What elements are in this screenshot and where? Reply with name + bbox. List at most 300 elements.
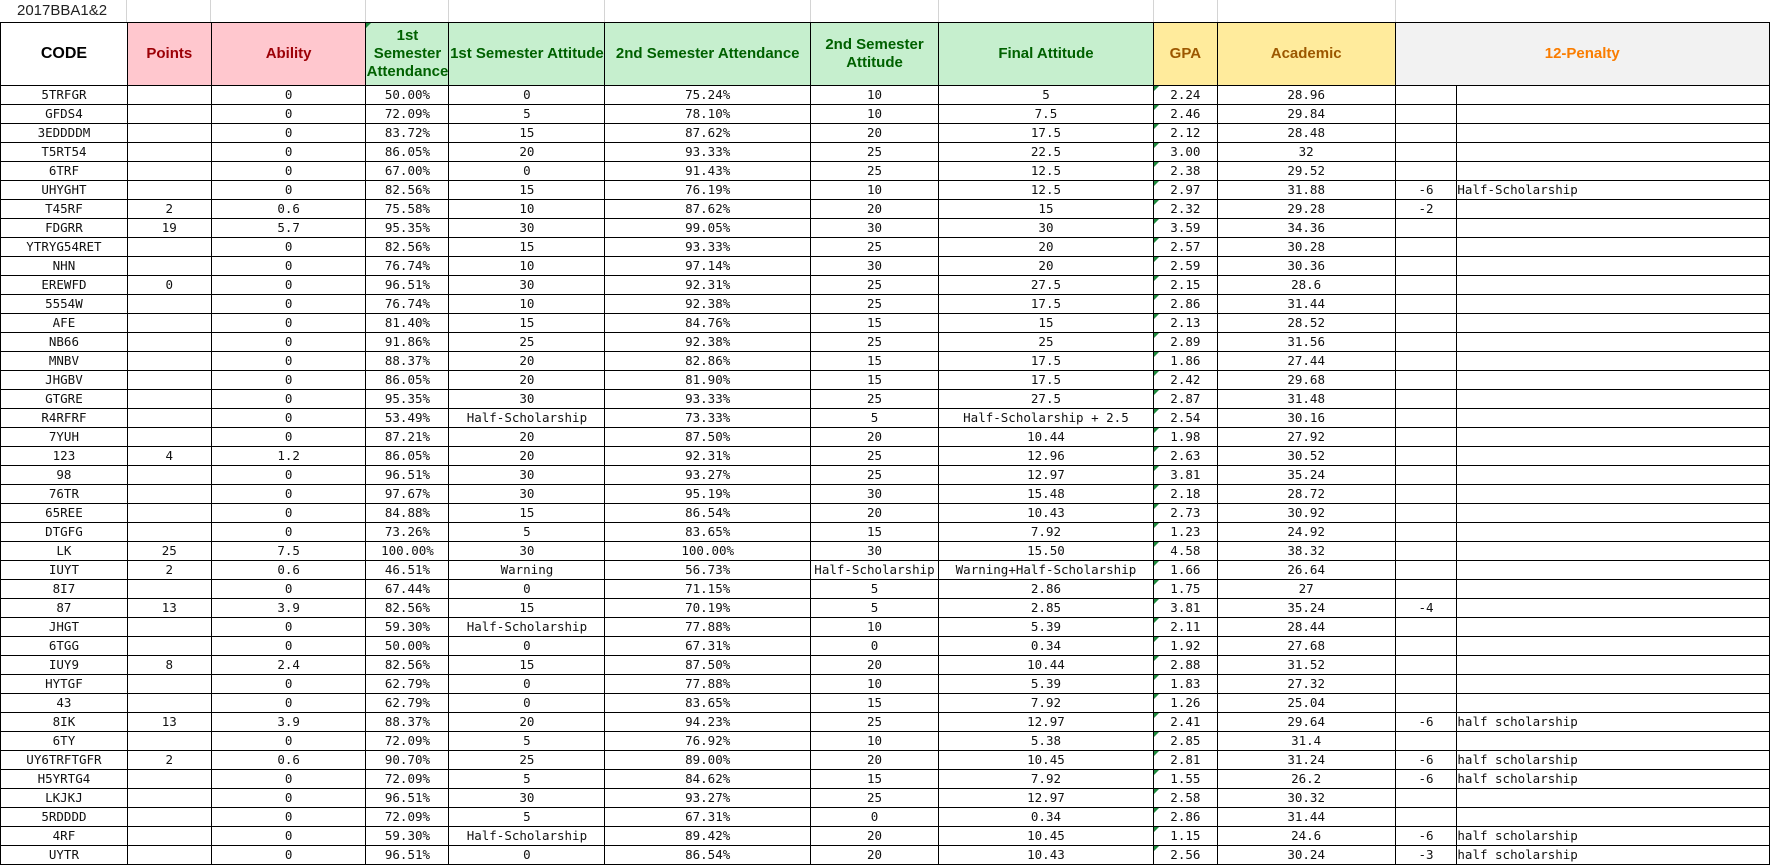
cell-penalty[interactable] bbox=[1395, 466, 1457, 485]
cell-1st-semester-attitude[interactable]: 5 bbox=[449, 523, 605, 542]
cell-final-attitude[interactable]: 7.92 bbox=[939, 770, 1154, 789]
cell-penalty[interactable]: -2 bbox=[1395, 200, 1457, 219]
cell-1st-semester-attendance[interactable]: 88.37% bbox=[366, 352, 449, 371]
cell-points[interactable] bbox=[127, 618, 211, 637]
cell-gpa[interactable]: 1.15 bbox=[1153, 827, 1217, 846]
cell-final-attitude[interactable]: 12.5 bbox=[939, 181, 1154, 200]
cell-2nd-semester-attitude[interactable]: 25 bbox=[811, 713, 939, 732]
cell-final-attitude[interactable]: 2.85 bbox=[939, 599, 1154, 618]
cell-1st-semester-attitude[interactable]: 10 bbox=[449, 257, 605, 276]
cell-points[interactable] bbox=[127, 504, 211, 523]
cell-code[interactable]: UY6TRFTGFR bbox=[1, 751, 128, 770]
cell-2nd-semester-attitude[interactable]: 15 bbox=[811, 523, 939, 542]
cell-academic[interactable]: 29.52 bbox=[1217, 162, 1395, 181]
cell-1st-semester-attendance[interactable]: 82.56% bbox=[366, 599, 449, 618]
cell-2nd-semester-attendance[interactable]: 84.62% bbox=[605, 770, 811, 789]
cell-penalty[interactable] bbox=[1395, 656, 1457, 675]
cell-academic[interactable]: 30.36 bbox=[1217, 257, 1395, 276]
cell-1st-semester-attendance[interactable]: 76.74% bbox=[366, 295, 449, 314]
cell-1st-semester-attitude[interactable]: 20 bbox=[449, 371, 605, 390]
cell-academic[interactable]: 29.64 bbox=[1217, 713, 1395, 732]
cell-ability[interactable]: 0 bbox=[211, 371, 366, 390]
cell-academic[interactable]: 31.4 bbox=[1217, 732, 1395, 751]
cell-points[interactable] bbox=[127, 352, 211, 371]
cell-code[interactable]: T5RT54 bbox=[1, 143, 128, 162]
cell-2nd-semester-attendance[interactable]: 93.33% bbox=[605, 143, 811, 162]
cell-code[interactable]: 98 bbox=[1, 466, 128, 485]
cell-2nd-semester-attitude[interactable]: 10 bbox=[811, 105, 939, 124]
cell-ability[interactable]: 0 bbox=[211, 276, 366, 295]
cell-final-attitude[interactable]: Half-Scholarship + 2.5 bbox=[939, 409, 1154, 428]
cell-ability[interactable]: 0 bbox=[211, 732, 366, 751]
cell-penalty[interactable] bbox=[1395, 732, 1457, 751]
cell-gpa[interactable]: 3.59 bbox=[1153, 219, 1217, 238]
cell-1st-semester-attitude[interactable]: 15 bbox=[449, 504, 605, 523]
cell-gpa[interactable]: 2.97 bbox=[1153, 181, 1217, 200]
cell-final-attitude[interactable]: 27.5 bbox=[939, 390, 1154, 409]
cell-1st-semester-attitude[interactable]: 20 bbox=[449, 143, 605, 162]
cell-note[interactable] bbox=[1457, 371, 1770, 390]
cell-ability[interactable]: 0 bbox=[211, 675, 366, 694]
cell-2nd-semester-attitude[interactable]: 10 bbox=[811, 732, 939, 751]
cell-gpa[interactable]: 2.57 bbox=[1153, 238, 1217, 257]
cell-ability[interactable]: 0 bbox=[211, 770, 366, 789]
cell-1st-semester-attendance[interactable]: 95.35% bbox=[366, 390, 449, 409]
cell-ability[interactable]: 0 bbox=[211, 333, 366, 352]
cell-final-attitude[interactable]: 12.97 bbox=[939, 789, 1154, 808]
cell-note[interactable] bbox=[1457, 656, 1770, 675]
cell-2nd-semester-attitude[interactable]: 30 bbox=[811, 219, 939, 238]
cell-note[interactable] bbox=[1457, 314, 1770, 333]
cell-penalty[interactable]: -6 bbox=[1395, 770, 1457, 789]
cell-code[interactable]: MNBV bbox=[1, 352, 128, 371]
cell-ability[interactable]: 2.4 bbox=[211, 656, 366, 675]
cell-code[interactable]: AFE bbox=[1, 314, 128, 333]
cell-note[interactable]: half scholarship bbox=[1457, 770, 1770, 789]
cell-2nd-semester-attendance[interactable]: 93.27% bbox=[605, 789, 811, 808]
cell-1st-semester-attendance[interactable]: 83.72% bbox=[366, 124, 449, 143]
cell-ability[interactable]: 0.6 bbox=[211, 561, 366, 580]
cell-note[interactable] bbox=[1457, 200, 1770, 219]
cell-code[interactable]: H5YRTG4 bbox=[1, 770, 128, 789]
cell-2nd-semester-attitude[interactable]: 10 bbox=[811, 181, 939, 200]
cell-points[interactable] bbox=[127, 694, 211, 713]
cell-2nd-semester-attendance[interactable]: 93.27% bbox=[605, 466, 811, 485]
cell-2nd-semester-attendance[interactable]: 89.42% bbox=[605, 827, 811, 846]
cell-penalty[interactable] bbox=[1395, 580, 1457, 599]
cell-penalty[interactable] bbox=[1395, 789, 1457, 808]
cell-2nd-semester-attitude[interactable]: 15 bbox=[811, 371, 939, 390]
cell-final-attitude[interactable]: 15 bbox=[939, 200, 1154, 219]
cell-points[interactable] bbox=[127, 257, 211, 276]
cell-2nd-semester-attitude[interactable]: 15 bbox=[811, 770, 939, 789]
cell-points[interactable] bbox=[127, 770, 211, 789]
cell-1st-semester-attendance[interactable]: 86.05% bbox=[366, 371, 449, 390]
cell-academic[interactable]: 35.24 bbox=[1217, 466, 1395, 485]
cell-points[interactable] bbox=[127, 238, 211, 257]
cell-penalty[interactable] bbox=[1395, 694, 1457, 713]
cell-gpa[interactable]: 2.24 bbox=[1153, 86, 1217, 105]
cell-ability[interactable]: 0 bbox=[211, 295, 366, 314]
cell-gpa[interactable]: 2.15 bbox=[1153, 276, 1217, 295]
cell-2nd-semester-attitude[interactable]: 5 bbox=[811, 599, 939, 618]
cell-gpa[interactable]: 2.46 bbox=[1153, 105, 1217, 124]
cell-2nd-semester-attendance[interactable]: 75.24% bbox=[605, 86, 811, 105]
cell-gpa[interactable]: 2.54 bbox=[1153, 409, 1217, 428]
cell-2nd-semester-attitude[interactable]: 0 bbox=[811, 637, 939, 656]
cell-2nd-semester-attitude[interactable]: 15 bbox=[811, 314, 939, 333]
cell-penalty[interactable] bbox=[1395, 124, 1457, 143]
cell-1st-semester-attitude[interactable]: 15 bbox=[449, 656, 605, 675]
cell-1st-semester-attendance[interactable]: 46.51% bbox=[366, 561, 449, 580]
cell-penalty[interactable] bbox=[1395, 542, 1457, 561]
cell-2nd-semester-attendance[interactable]: 92.38% bbox=[605, 333, 811, 352]
cell-gpa[interactable]: 4.58 bbox=[1153, 542, 1217, 561]
cell-points[interactable] bbox=[127, 485, 211, 504]
cell-final-attitude[interactable]: 5.38 bbox=[939, 732, 1154, 751]
cell-2nd-semester-attendance[interactable]: 77.88% bbox=[605, 675, 811, 694]
cell-gpa[interactable]: 1.75 bbox=[1153, 580, 1217, 599]
cell-2nd-semester-attendance[interactable]: 87.62% bbox=[605, 124, 811, 143]
cell-points[interactable] bbox=[127, 86, 211, 105]
cell-1st-semester-attendance[interactable]: 62.79% bbox=[366, 694, 449, 713]
cell-2nd-semester-attendance[interactable]: 99.05% bbox=[605, 219, 811, 238]
cell-note[interactable] bbox=[1457, 675, 1770, 694]
cell-code[interactable]: 43 bbox=[1, 694, 128, 713]
cell-2nd-semester-attitude[interactable]: 20 bbox=[811, 504, 939, 523]
cell-academic[interactable]: 30.32 bbox=[1217, 789, 1395, 808]
cell-2nd-semester-attitude[interactable]: Half-Scholarship bbox=[811, 561, 939, 580]
cell-code[interactable]: NB66 bbox=[1, 333, 128, 352]
cell-2nd-semester-attitude[interactable]: 10 bbox=[811, 675, 939, 694]
cell-1st-semester-attitude[interactable]: 30 bbox=[449, 390, 605, 409]
cell-points[interactable] bbox=[127, 732, 211, 751]
cell-final-attitude[interactable]: 20 bbox=[939, 257, 1154, 276]
cell-ability[interactable]: 0 bbox=[211, 523, 366, 542]
cell-points[interactable] bbox=[127, 162, 211, 181]
cell-penalty[interactable] bbox=[1395, 428, 1457, 447]
cell-gpa[interactable]: 2.13 bbox=[1153, 314, 1217, 333]
cell-1st-semester-attendance[interactable]: 91.86% bbox=[366, 333, 449, 352]
cell-2nd-semester-attendance[interactable]: 100.00% bbox=[605, 542, 811, 561]
cell-ability[interactable]: 0 bbox=[211, 694, 366, 713]
cell-code[interactable]: UHYGHT bbox=[1, 181, 128, 200]
cell-note[interactable] bbox=[1457, 124, 1770, 143]
cell-points[interactable] bbox=[127, 466, 211, 485]
cell-academic[interactable]: 31.44 bbox=[1217, 295, 1395, 314]
cell-gpa[interactable]: 2.87 bbox=[1153, 390, 1217, 409]
cell-academic[interactable]: 31.44 bbox=[1217, 808, 1395, 827]
cell-academic[interactable]: 31.88 bbox=[1217, 181, 1395, 200]
cell-2nd-semester-attendance[interactable]: 73.33% bbox=[605, 409, 811, 428]
cell-2nd-semester-attitude[interactable]: 0 bbox=[811, 808, 939, 827]
cell-1st-semester-attendance[interactable]: 75.58% bbox=[366, 200, 449, 219]
cell-code[interactable]: DTGFG bbox=[1, 523, 128, 542]
cell-2nd-semester-attendance[interactable]: 89.00% bbox=[605, 751, 811, 770]
cell-code[interactable]: 65REE bbox=[1, 504, 128, 523]
cell-note[interactable]: half scholarship bbox=[1457, 713, 1770, 732]
cell-1st-semester-attendance[interactable]: 84.88% bbox=[366, 504, 449, 523]
cell-note[interactable] bbox=[1457, 428, 1770, 447]
cell-academic[interactable]: 28.6 bbox=[1217, 276, 1395, 295]
cell-final-attitude[interactable]: 0.34 bbox=[939, 637, 1154, 656]
header-gpa[interactable]: GPA bbox=[1153, 23, 1217, 86]
cell-1st-semester-attitude[interactable]: Half-Scholarship bbox=[449, 618, 605, 637]
sheet-title-row[interactable] bbox=[0, 0, 1770, 23]
cell-final-attitude[interactable]: 15.48 bbox=[939, 485, 1154, 504]
cell-final-attitude[interactable]: 10.43 bbox=[939, 504, 1154, 523]
cell-1st-semester-attendance[interactable]: 72.09% bbox=[366, 808, 449, 827]
cell-note[interactable] bbox=[1457, 409, 1770, 428]
cell-2nd-semester-attendance[interactable]: 70.19% bbox=[605, 599, 811, 618]
cell-ability[interactable]: 0 bbox=[211, 238, 366, 257]
cell-academic[interactable]: 28.72 bbox=[1217, 485, 1395, 504]
cell-code[interactable]: LK bbox=[1, 542, 128, 561]
cell-academic[interactable]: 29.84 bbox=[1217, 105, 1395, 124]
cell-ability[interactable]: 0.6 bbox=[211, 751, 366, 770]
cell-academic[interactable]: 30.28 bbox=[1217, 238, 1395, 257]
cell-academic[interactable]: 31.24 bbox=[1217, 751, 1395, 770]
cell-2nd-semester-attitude[interactable]: 30 bbox=[811, 485, 939, 504]
cell-2nd-semester-attendance[interactable]: 97.14% bbox=[605, 257, 811, 276]
cell-gpa[interactable]: 2.12 bbox=[1153, 124, 1217, 143]
cell-1st-semester-attitude[interactable]: 25 bbox=[449, 751, 605, 770]
cell-code[interactable]: 4RF bbox=[1, 827, 128, 846]
cell-academic[interactable]: 28.96 bbox=[1217, 86, 1395, 105]
cell-2nd-semester-attitude[interactable]: 25 bbox=[811, 333, 939, 352]
cell-penalty[interactable] bbox=[1395, 143, 1457, 162]
cell-penalty[interactable] bbox=[1395, 637, 1457, 656]
cell-note[interactable]: half scholarship bbox=[1457, 827, 1770, 846]
cell-note[interactable] bbox=[1457, 162, 1770, 181]
cell-1st-semester-attitude[interactable]: 15 bbox=[449, 181, 605, 200]
cell-code[interactable]: 3EDDDDM bbox=[1, 124, 128, 143]
cell-2nd-semester-attitude[interactable]: 20 bbox=[811, 827, 939, 846]
cell-gpa[interactable]: 3.81 bbox=[1153, 599, 1217, 618]
cell-penalty[interactable] bbox=[1395, 219, 1457, 238]
cell-points[interactable] bbox=[127, 181, 211, 200]
cell-1st-semester-attitude[interactable]: Warning bbox=[449, 561, 605, 580]
cell-1st-semester-attendance[interactable]: 67.00% bbox=[366, 162, 449, 181]
cell-gpa[interactable]: 1.86 bbox=[1153, 352, 1217, 371]
cell-2nd-semester-attendance[interactable]: 67.31% bbox=[605, 808, 811, 827]
cell-ability[interactable]: 0 bbox=[211, 162, 366, 181]
cell-note[interactable] bbox=[1457, 447, 1770, 466]
cell-points[interactable]: 8 bbox=[127, 656, 211, 675]
cell-academic[interactable]: 27.44 bbox=[1217, 352, 1395, 371]
cell-ability[interactable]: 0 bbox=[211, 504, 366, 523]
cell-1st-semester-attendance[interactable]: 76.74% bbox=[366, 257, 449, 276]
cell-points[interactable] bbox=[127, 846, 211, 865]
cell-final-attitude[interactable]: 15.50 bbox=[939, 542, 1154, 561]
cell-ability[interactable]: 0 bbox=[211, 789, 366, 808]
cell-1st-semester-attendance[interactable]: 72.09% bbox=[366, 770, 449, 789]
header-1st-semester-attendance[interactable]: 1st Semester Attendance bbox=[366, 23, 449, 86]
cell-ability[interactable]: 0 bbox=[211, 143, 366, 162]
cell-academic[interactable]: 25.04 bbox=[1217, 694, 1395, 713]
cell-1st-semester-attitude[interactable]: 30 bbox=[449, 276, 605, 295]
cell-note[interactable] bbox=[1457, 238, 1770, 257]
cell-ability[interactable]: 0 bbox=[211, 105, 366, 124]
cell-1st-semester-attitude[interactable]: 15 bbox=[449, 238, 605, 257]
cell-penalty[interactable] bbox=[1395, 162, 1457, 181]
cell-academic[interactable]: 29.68 bbox=[1217, 371, 1395, 390]
cell-note[interactable] bbox=[1457, 352, 1770, 371]
cell-code[interactable]: 87 bbox=[1, 599, 128, 618]
cell-ability[interactable]: 0 bbox=[211, 428, 366, 447]
cell-academic[interactable]: 31.56 bbox=[1217, 333, 1395, 352]
cell-note[interactable] bbox=[1457, 808, 1770, 827]
cell-points[interactable] bbox=[127, 827, 211, 846]
cell-1st-semester-attitude[interactable]: 30 bbox=[449, 542, 605, 561]
cell-note[interactable] bbox=[1457, 219, 1770, 238]
cell-1st-semester-attitude[interactable]: 15 bbox=[449, 124, 605, 143]
cell-penalty[interactable]: -6 bbox=[1395, 713, 1457, 732]
cell-points[interactable] bbox=[127, 371, 211, 390]
cell-1st-semester-attitude[interactable]: 15 bbox=[449, 314, 605, 333]
cell-gpa[interactable]: 2.89 bbox=[1153, 333, 1217, 352]
cell-gpa[interactable]: 2.56 bbox=[1153, 846, 1217, 865]
cell-gpa[interactable]: 2.41 bbox=[1153, 713, 1217, 732]
header-1st-semester-attitude[interactable]: 1st Semester Attitude bbox=[449, 23, 605, 86]
cell-penalty[interactable] bbox=[1395, 295, 1457, 314]
cell-1st-semester-attendance[interactable]: 86.05% bbox=[366, 143, 449, 162]
cell-gpa[interactable]: 1.55 bbox=[1153, 770, 1217, 789]
cell-code[interactable]: HYTGF bbox=[1, 675, 128, 694]
cell-note[interactable] bbox=[1457, 485, 1770, 504]
cell-points[interactable] bbox=[127, 143, 211, 162]
cell-gpa[interactable]: 1.23 bbox=[1153, 523, 1217, 542]
cell-code[interactable]: 6TGG bbox=[1, 637, 128, 656]
cell-points[interactable]: 4 bbox=[127, 447, 211, 466]
cell-ability[interactable]: 0 bbox=[211, 124, 366, 143]
cell-2nd-semester-attendance[interactable]: 92.31% bbox=[605, 276, 811, 295]
cell-academic[interactable]: 35.24 bbox=[1217, 599, 1395, 618]
cell-code[interactable]: 6TY bbox=[1, 732, 128, 751]
cell-final-attitude[interactable]: 10.45 bbox=[939, 827, 1154, 846]
cell-note[interactable]: Half-Scholarship bbox=[1457, 181, 1770, 200]
cell-code[interactable]: EREWFD bbox=[1, 276, 128, 295]
cell-note[interactable] bbox=[1457, 295, 1770, 314]
cell-1st-semester-attitude[interactable]: 0 bbox=[449, 162, 605, 181]
cell-academic[interactable]: 27.68 bbox=[1217, 637, 1395, 656]
cell-1st-semester-attendance[interactable]: 96.51% bbox=[366, 466, 449, 485]
cell-gpa[interactable]: 2.32 bbox=[1153, 200, 1217, 219]
cell-1st-semester-attitude[interactable]: 30 bbox=[449, 219, 605, 238]
cell-1st-semester-attitude[interactable]: 10 bbox=[449, 200, 605, 219]
cell-final-attitude[interactable]: 15 bbox=[939, 314, 1154, 333]
cell-1st-semester-attendance[interactable]: 82.56% bbox=[366, 656, 449, 675]
cell-academic[interactable]: 30.24 bbox=[1217, 846, 1395, 865]
cell-1st-semester-attendance[interactable]: 59.30% bbox=[366, 827, 449, 846]
cell-academic[interactable]: 27.92 bbox=[1217, 428, 1395, 447]
cell-note[interactable] bbox=[1457, 504, 1770, 523]
cell-1st-semester-attendance[interactable]: 67.44% bbox=[366, 580, 449, 599]
cell-1st-semester-attendance[interactable]: 100.00% bbox=[366, 542, 449, 561]
cell-penalty[interactable] bbox=[1395, 618, 1457, 637]
cell-academic[interactable]: 34.36 bbox=[1217, 219, 1395, 238]
cell-1st-semester-attendance[interactable]: 86.05% bbox=[366, 447, 449, 466]
cell-ability[interactable]: 0 bbox=[211, 86, 366, 105]
cell-2nd-semester-attitude[interactable]: 20 bbox=[811, 656, 939, 675]
cell-academic[interactable]: 32 bbox=[1217, 143, 1395, 162]
cell-2nd-semester-attendance[interactable]: 86.54% bbox=[605, 846, 811, 865]
cell-penalty[interactable] bbox=[1395, 105, 1457, 124]
cell-code[interactable]: GFDS4 bbox=[1, 105, 128, 124]
cell-ability[interactable]: 5.7 bbox=[211, 219, 366, 238]
cell-final-attitude[interactable]: 0.34 bbox=[939, 808, 1154, 827]
cell-note[interactable] bbox=[1457, 276, 1770, 295]
cell-1st-semester-attendance[interactable]: 82.56% bbox=[366, 238, 449, 257]
cell-penalty[interactable] bbox=[1395, 371, 1457, 390]
cell-penalty[interactable] bbox=[1395, 314, 1457, 333]
cell-final-attitude[interactable]: 10.43 bbox=[939, 846, 1154, 865]
cell-2nd-semester-attendance[interactable]: 76.92% bbox=[605, 732, 811, 751]
cell-1st-semester-attendance[interactable]: 62.79% bbox=[366, 675, 449, 694]
cell-final-attitude[interactable]: 10.44 bbox=[939, 428, 1154, 447]
header-ability[interactable]: Ability bbox=[211, 23, 366, 86]
cell-academic[interactable]: 28.44 bbox=[1217, 618, 1395, 637]
cell-code[interactable]: UYTR bbox=[1, 846, 128, 865]
cell-final-attitude[interactable]: 22.5 bbox=[939, 143, 1154, 162]
cell-1st-semester-attitude[interactable]: 0 bbox=[449, 675, 605, 694]
cell-ability[interactable]: 0 bbox=[211, 846, 366, 865]
cell-1st-semester-attendance[interactable]: 72.09% bbox=[366, 732, 449, 751]
cell-2nd-semester-attitude[interactable]: 25 bbox=[811, 466, 939, 485]
cell-1st-semester-attitude[interactable]: 10 bbox=[449, 295, 605, 314]
cell-final-attitude[interactable]: 5.39 bbox=[939, 618, 1154, 637]
cell-code[interactable]: YTRYG54RET bbox=[1, 238, 128, 257]
cell-points[interactable] bbox=[127, 580, 211, 599]
cell-2nd-semester-attitude[interactable]: 20 bbox=[811, 751, 939, 770]
cell-gpa[interactable]: 2.58 bbox=[1153, 789, 1217, 808]
cell-2nd-semester-attitude[interactable]: 20 bbox=[811, 200, 939, 219]
cell-ability[interactable]: 0 bbox=[211, 409, 366, 428]
cell-gpa[interactable]: 2.42 bbox=[1153, 371, 1217, 390]
cell-2nd-semester-attendance[interactable]: 93.33% bbox=[605, 238, 811, 257]
cell-code[interactable]: 5554W bbox=[1, 295, 128, 314]
cell-final-attitude[interactable]: 12.5 bbox=[939, 162, 1154, 181]
cell-academic[interactable]: 26.64 bbox=[1217, 561, 1395, 580]
cell-2nd-semester-attendance[interactable]: 71.15% bbox=[605, 580, 811, 599]
cell-1st-semester-attendance[interactable]: 81.40% bbox=[366, 314, 449, 333]
cell-code[interactable]: FDGRR bbox=[1, 219, 128, 238]
cell-2nd-semester-attendance[interactable]: 87.62% bbox=[605, 200, 811, 219]
cell-points[interactable]: 2 bbox=[127, 751, 211, 770]
cell-gpa[interactable]: 2.86 bbox=[1153, 295, 1217, 314]
cell-penalty[interactable] bbox=[1395, 523, 1457, 542]
cell-1st-semester-attitude[interactable]: 30 bbox=[449, 466, 605, 485]
cell-note[interactable] bbox=[1457, 143, 1770, 162]
cell-academic[interactable]: 30.16 bbox=[1217, 409, 1395, 428]
cell-ability[interactable]: 0 bbox=[211, 485, 366, 504]
cell-ability[interactable]: 0 bbox=[211, 808, 366, 827]
cell-1st-semester-attendance[interactable]: 97.67% bbox=[366, 485, 449, 504]
cell-2nd-semester-attendance[interactable]: 83.65% bbox=[605, 523, 811, 542]
cell-code[interactable]: 8I7 bbox=[1, 580, 128, 599]
cell-ability[interactable]: 3.9 bbox=[211, 713, 366, 732]
cell-1st-semester-attitude[interactable]: 5 bbox=[449, 732, 605, 751]
cell-2nd-semester-attitude[interactable]: 25 bbox=[811, 276, 939, 295]
cell-2nd-semester-attendance[interactable]: 94.23% bbox=[605, 713, 811, 732]
cell-note[interactable] bbox=[1457, 257, 1770, 276]
cell-final-attitude[interactable]: 20 bbox=[939, 238, 1154, 257]
cell-code[interactable]: R4RFRF bbox=[1, 409, 128, 428]
cell-1st-semester-attitude[interactable]: 5 bbox=[449, 808, 605, 827]
cell-2nd-semester-attendance[interactable]: 86.54% bbox=[605, 504, 811, 523]
header-academic[interactable]: Academic bbox=[1217, 23, 1395, 86]
cell-note[interactable] bbox=[1457, 86, 1770, 105]
